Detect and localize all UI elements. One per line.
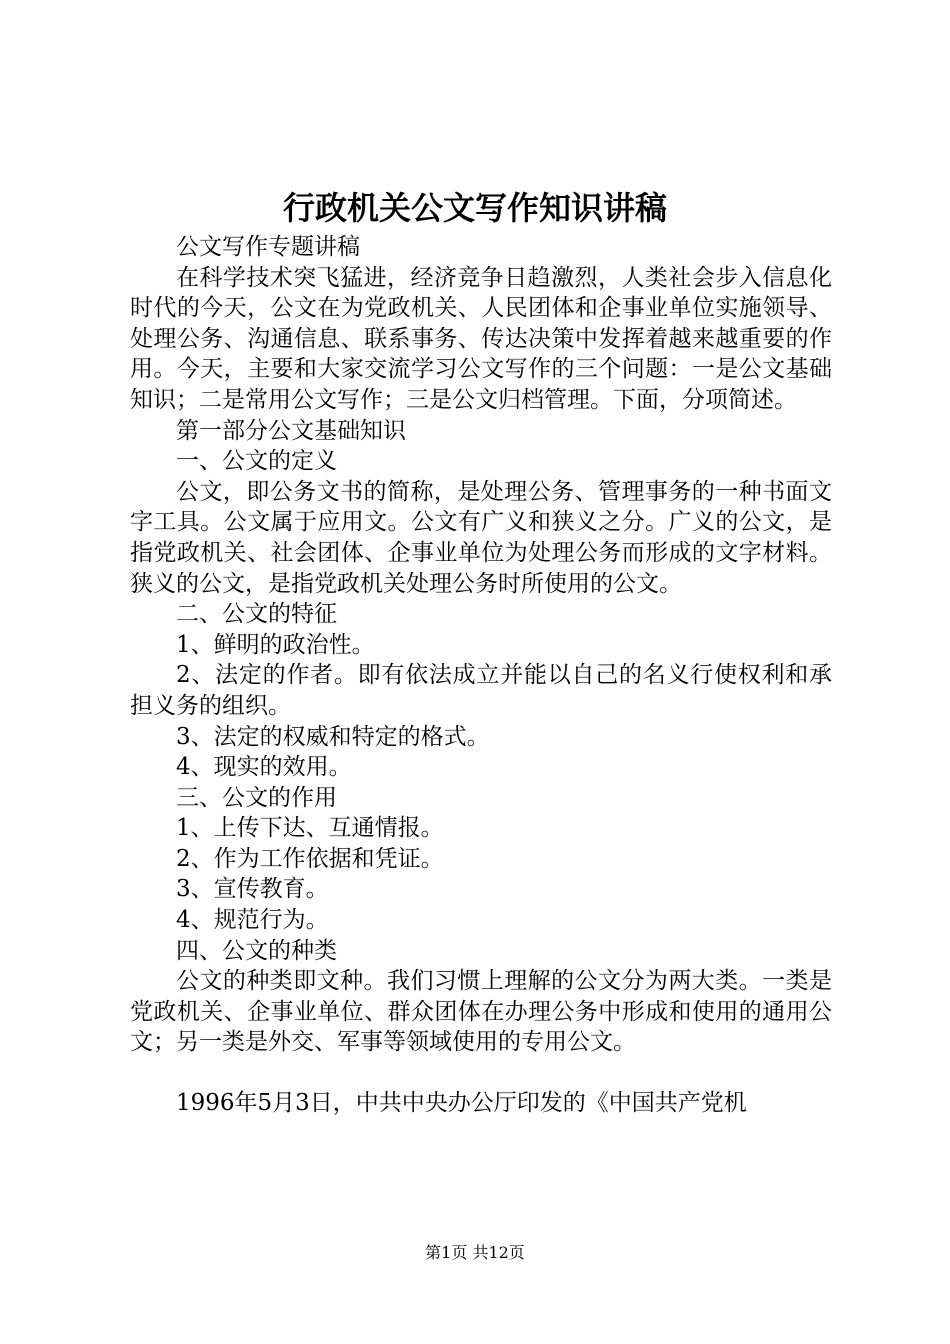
paragraph-types-text: 公文的种类即文种。我们习惯上理解的公文分为两大类。一类是党政机关、企事业单位、群众团体在办理公务中形成和使用的通用公文；另一类是外交、军事等领域使用的专用公文。 <box>130 968 832 1056</box>
paragraph-feature-1: 1、鲜明的政治性。 <box>176 631 375 658</box>
page-number-footer: 第1页 共12页 <box>425 1243 525 1262</box>
paragraph-lecture-heading: 公文写作专题讲稿 <box>176 234 360 260</box>
paragraph-feature-2: 2、法定的作者。即有依法成立并能以自己的名义行使权利和承担义务的组织。 <box>130 662 832 719</box>
paragraph-part-one-heading: 第一部分公文基础知识 <box>176 417 406 444</box>
document-title: 行政机关公文写作知识讲稿 <box>282 189 667 227</box>
paragraph-feature-3: 3、法定的权威和特定的格式。 <box>176 723 490 750</box>
paragraph-function-2: 2、作为工作依据和凭证。 <box>176 845 444 872</box>
paragraph-function-1: 1、上传下达、互通情报。 <box>176 815 444 842</box>
paragraph-function-3: 3、宣传教育。 <box>176 876 329 903</box>
paragraph-feature-4: 4、现实的效用。 <box>176 754 352 781</box>
paragraph-definition-text: 公文，即公务文书的简称，是处理公务、管理事务的一种书面文字工具。公文属于应用文。公文有广义和狭义之分。广义的公文，是指党政机关、社会团体、企事业单位为处理公务而形成的文字材料。狭义的公文，是指党政机关处理公务时所使用的公文。 <box>130 478 832 597</box>
paragraph-function-4: 4、规范行为。 <box>176 907 329 934</box>
paragraph-1996-regulation: 1996年5月3日，中共中央办公厅印发的《中国共产党机 <box>176 1090 747 1117</box>
paragraph-section-types-heading: 四、公文的种类 <box>176 937 337 964</box>
paragraph-section-features-heading: 二、公文的特征 <box>176 601 337 628</box>
paragraph-section-functions-heading: 三、公文的作用 <box>176 784 337 811</box>
paragraph-introduction: 在科学技术突飞猛进，经济竞争日趋激烈，人类社会步入信息化时代的今天，公文在为党政机关、人民团体和企事业单位实施领导、处理公务、沟通信息、联系事务、传达决策中发挥着越来越重要的作用。今天，主要和大家交流学习公文写作的三个问题：一是公文基础知识；二是常用公文写作；三是公文归档管理。下面，分项简述。 <box>130 264 832 413</box>
document-body <box>130 232 832 1119</box>
paragraph-section-definition-heading: 一、公文的定义 <box>176 448 337 475</box>
